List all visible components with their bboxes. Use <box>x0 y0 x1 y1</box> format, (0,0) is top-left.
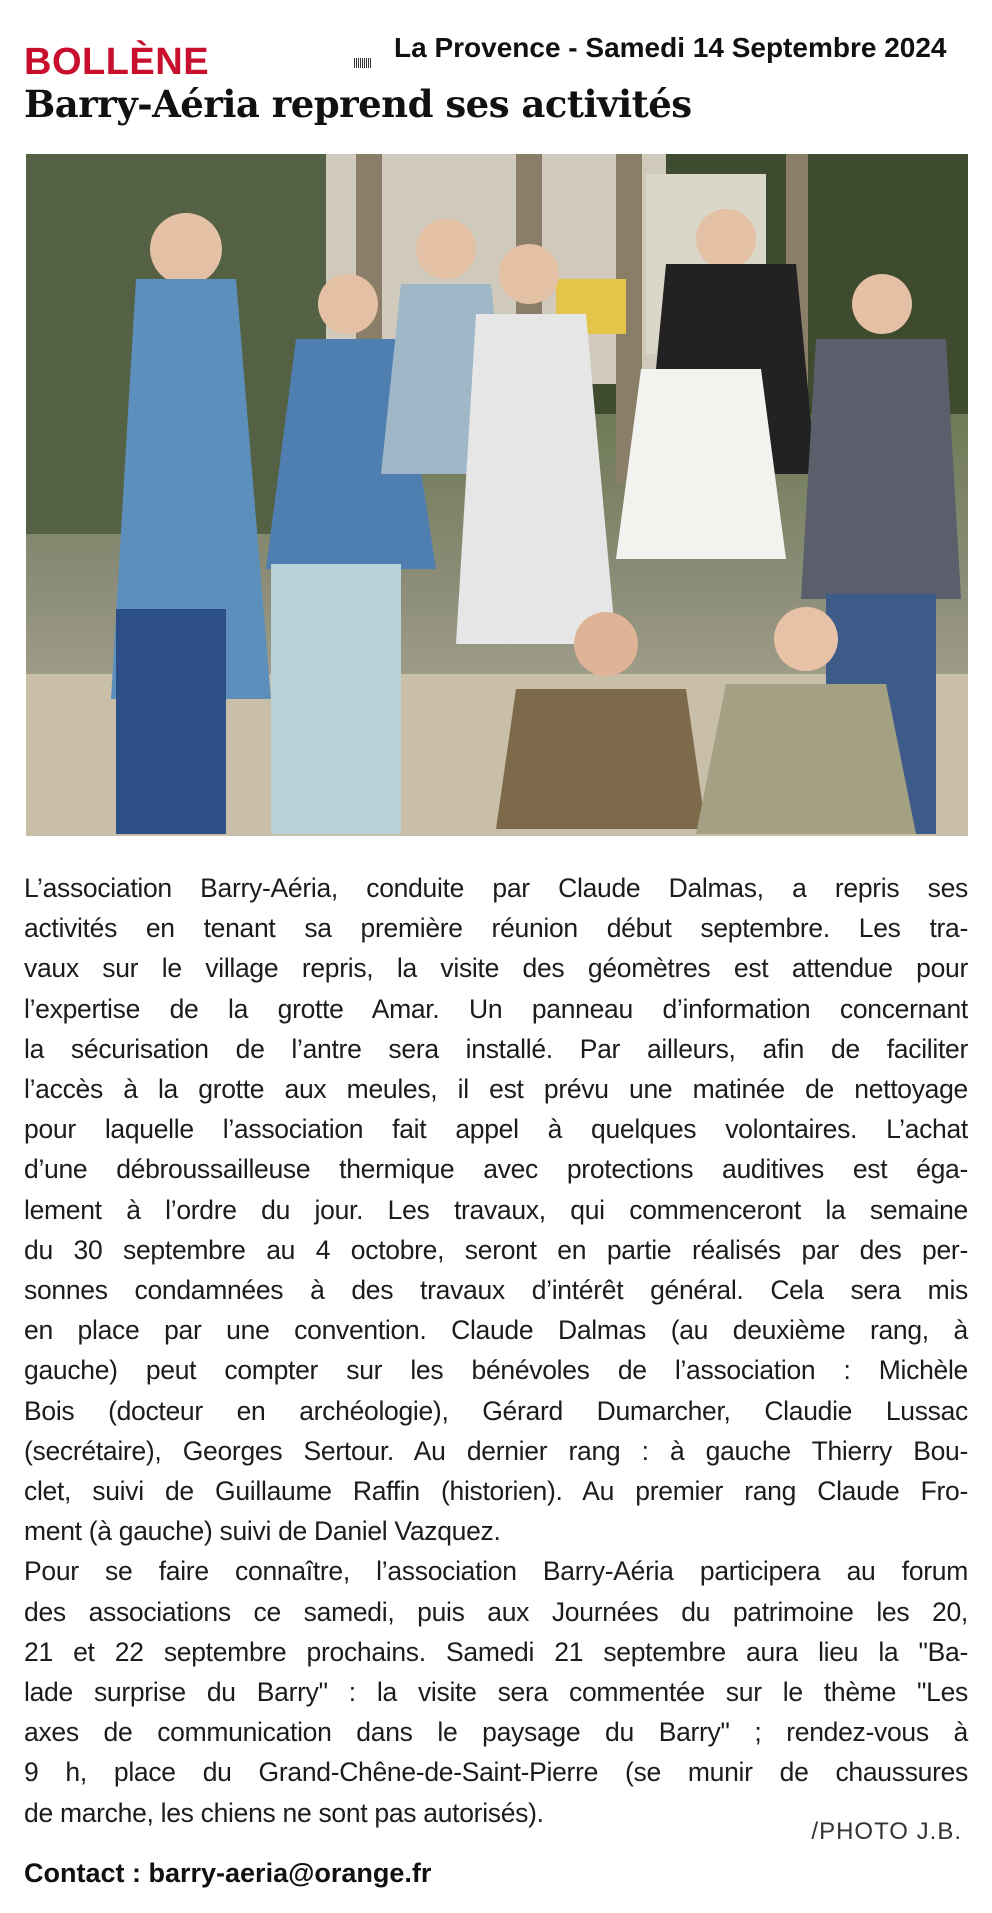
article-line: pour laquelle l’association fait appel à quelques volontaires. L’achat <box>24 1114 968 1145</box>
contact-email: Contact : barry-aeria@orange.fr <box>24 1858 432 1888</box>
article-line: du 30 septembre au 4 octobre, seront en partie réalisés par des per- <box>24 1234 968 1265</box>
article-line: la sécurisation de l’antre sera installé. Par ailleurs, afin de faciliter <box>24 1033 968 1064</box>
article-line: clet, suivi de Guillaume Raffin (historien). Au premier rang Claude Fro- <box>24 1476 968 1507</box>
article-line: lade surprise du Barry" : la visite sera commentée sur le thème "Les <box>24 1677 968 1708</box>
article-line: vaux sur le village repris, la visite des géomètres est attendue pour <box>24 953 968 984</box>
article-line: de marche, les chiens ne sont pas autorisés). <box>24 1797 544 1828</box>
section-rubric: BOLLÈNE <box>24 41 210 83</box>
article-line: lement à l’ordre du jour. Les travaux, qui commenceront la semaine <box>24 1194 968 1225</box>
article-line: Bois (docteur en archéologie), Gérard Dumarcher, Claudie Lussac <box>24 1395 968 1426</box>
newspaper-source-date: La Provence - Samedi 14 Septembre 2024 <box>394 32 947 63</box>
photo-credit: /PHOTO J.B. <box>811 1818 962 1845</box>
group-photo-image <box>26 154 968 836</box>
article-body <box>24 868 968 1833</box>
article-line: l’expertise de la grotte Amar. Un panneau d’information concernant <box>24 993 968 1024</box>
article-line: ment (à gauche) suivi de Daniel Vazquez. <box>24 1516 501 1547</box>
article-line: sonnes condamnées à des travaux d’intérêt général. Cela sera mis <box>24 1275 968 1306</box>
article-line: des associations ce samedi, puis aux Journées du patrimoine les 20, <box>24 1596 968 1627</box>
article-line: l’accès à la grotte aux meules, il est prévu une matinée de nettoyage <box>24 1074 968 1105</box>
article-line: en place par une convention. Claude Dalmas (au deuxième rang, à <box>24 1315 968 1346</box>
article-line: activités en tenant sa première réunion début septembre. Les tra- <box>24 913 968 944</box>
group-photo <box>26 154 968 836</box>
article-line: 9 h, place du Grand-Chêne-de-Saint-Pierre (se munir de chaussures <box>24 1757 968 1788</box>
article-line: 21 et 22 septembre prochains. Samedi 21 septembre aura lieu la "Ba- <box>24 1636 968 1667</box>
article-line: (secrétaire), Georges Sertour. Au dernier rang : à gauche Thierry Bou- <box>24 1435 968 1466</box>
article-line: gauche) peut compter sur les bénévoles de l’association : Michèle <box>24 1355 968 1386</box>
article-line: Pour se faire connaître, l’association Barry-Aéria participera au forum <box>24 1556 968 1587</box>
barcode-mark <box>354 58 372 68</box>
article-line: axes de communication dans le paysage du Barry" ; rendez-vous à <box>24 1717 968 1748</box>
article-headline: Barry-Aéria reprend ses activités <box>24 82 692 126</box>
article-line: d’une débroussailleuse thermique avec protections auditives est éga- <box>24 1154 968 1185</box>
article-line: L’association Barry-Aéria, conduite par Claude Dalmas, a repris ses <box>24 873 968 903</box>
